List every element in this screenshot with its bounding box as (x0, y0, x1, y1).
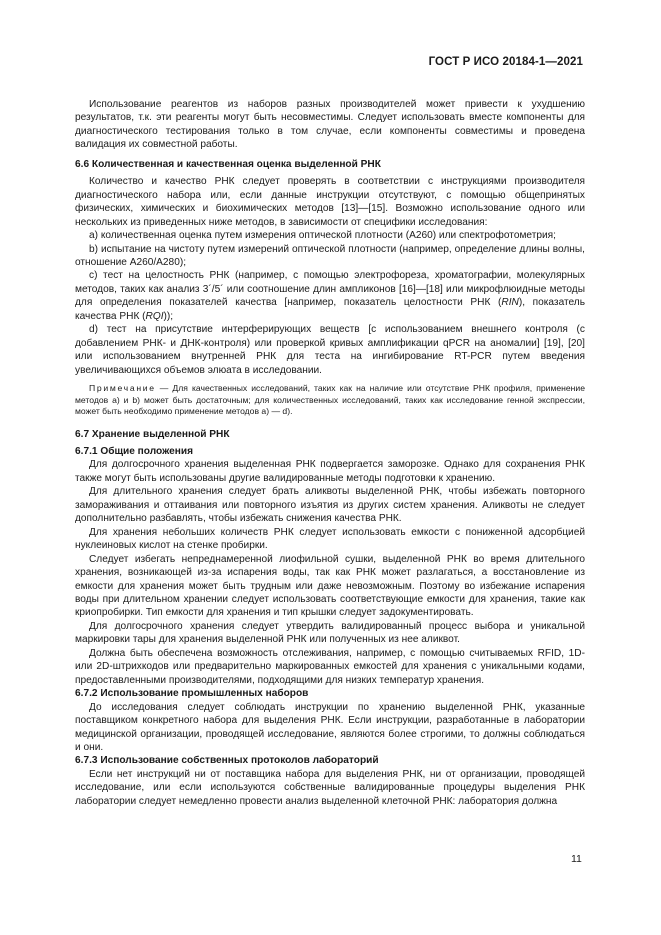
section-6-6-paragraph: Количество и качество РНК следует проверять в соответствии с инструкциями производителя диагностического набора или, если данные инструкции отсутствуют, с помощью общепринятых физических, химических и биохимических методов [13]—[15]. Возможно использование одного или нескольких из приведенных ниже методов, в зависимости от специфики исследования: (75, 176, 585, 228)
section-6-7-1-paragraph-3: Для хранения небольших количеств РНК следует использовать емкости с пониженной адсорбцией нуклеиновых кислот на стенке пробирки. (75, 526, 585, 552)
list-item-c-text-end: )); (163, 310, 174, 322)
section-6-7-1-paragraph-5: Для долгосрочного хранения следует утвердить валидированный процесс выбора и уникальной маркировки тары для хранения выделенной РНК или полученных из нее аликвот. (75, 620, 585, 646)
section-6-7-1-paragraph-1: Для долгосрочного хранения выделенная РНК подвергается заморозке. Однако для сохранения РНК также могут быть использованы другие валидированные методы подготовки к хранению. (75, 459, 585, 484)
rin-abbreviation: RIN (501, 297, 519, 309)
list-item-c-text-middle: ), показатель качества РНК ( (75, 297, 585, 322)
rqi-abbreviation: RQI (145, 310, 164, 322)
list-item-c-text-start: c) тест на целостность РНК (например, с помощью электрофореза, хроматографии, молекулярных методов, таких как анализ 3´/5´ или соотношение длин ампликонов [16]—[18] или микрофлюидные методы для определения показателей качества [например, показатель целостности РНК ( (75, 270, 585, 309)
note (75, 383, 585, 418)
document-id-header: ГОСТ Р ИСО 20184-1—2021 (428, 56, 583, 68)
section-6-7-3-paragraph: Если нет инструкций ни от поставщика набора для выделения РНК, ни от организации, проводящей исследование, или если используются собственные валидированные процедуры выделения РНК лаборатории следует немедленно провести анализ выделенной клеточной РНК: лаборатория должна (75, 768, 585, 807)
section-6-7-1-paragraph-6: Должна быть обеспечена возможность отслеживания, например, с помощью считываемых RFID, 1D- или 2D-штрихкодов или предварительно маркированных емкостей для хранения с уникальными кодами, предоставленными производителями, подходящими для низких температур хранения. (75, 647, 585, 686)
section-6-7-2-heading: 6.7.2 Использование промышленных наборов (75, 688, 309, 700)
section-6-7-1-paragraph-4: Следует избегать непреднамеренной лиофильной сушки, выделенной РНК во время длительного хранения, возникающей из-за испарения воды, так как РНК может разлагаться, а восстановление из емкости для хранения может быть трудным или даже невозможным. Поэтому во избежание испарения воды при длительном хранении следует использовать соответствующие емкости для хранения, такие как криопробирки. Тип емкости для хранения и тип крышки следует задокументировать. (75, 553, 585, 619)
section-6-7-2-paragraph: До исследования следует соблюдать инструкции по хранению выделенной РНК, указанные поставщиком конкретного набора для выделения РНК. Если инструкции, разработанные в лаборатории медицинской организации, проводящей исследование, являются более строгими, то должны соблюдаться и они. (75, 701, 585, 753)
section-6-7-1-paragraph-2: Для длительного хранения следует брать аликвоты выделенной РНК, чтобы избежать повторного замораживания и оттаивания или повторного изъятия из других систем хранения. Аликвоты не следует дополнительно разбавлять, чтобы избежать снижения качества РНК. (75, 486, 585, 525)
list-item-d: d) тест на присутствие интерферирующих веществ [с использованием внешнего контроля (с добавлением РНК- и ДНК-контроля) или проверкой кривых амплификации qPCR на аномалии] [19], [20] или использованием внутренней РНК для теста на ингибирование RT-PCR путем введения увеличивающихся объемов элюата в исследовании. (75, 324, 585, 376)
page-body (75, 98, 585, 808)
section-6-7-1-heading: 6.7.1 Общие положения (75, 446, 193, 458)
note-label: Примечание (89, 383, 156, 394)
list-item-c (75, 269, 585, 323)
section-6-7-3-heading: 6.7.3 Использование собственных протоколов лабораторий (75, 755, 379, 767)
list-item-b: b) испытание на чистоту путем измерений оптической плотности (например, определение длины волны, отношение A260/A280); (75, 243, 585, 268)
section-6-7-heading: 6.7 Хранение выделенной РНК (75, 428, 230, 440)
intro-paragraph: Использование реагентов из наборов разных производителей может привести к ухудшению результатов, т.к. эти реагенты могут быть несовместимы. Следует использовать вместе компоненты для диагностического тестирования только в том случае, если компоненты совместимы и проведена валидация их совместной работы. (75, 99, 585, 151)
section-6-6-heading: 6.6 Количественная и качественная оценка выделенной РНК (75, 158, 381, 170)
list-item-a: a) количественная оценка путем измерения оптической плотности (A260) или спектрофотометрия; (89, 230, 556, 242)
page-number: 11 (571, 853, 582, 865)
note-text: — Для качественных исследований, таких как на наличие или отсутствие РНК профиля, применение методов a) и b) может быть достаточным; для количественных исследований, таких как исследование генной экспрессии, может быть необходимо применение методов a) — d). (75, 383, 585, 417)
